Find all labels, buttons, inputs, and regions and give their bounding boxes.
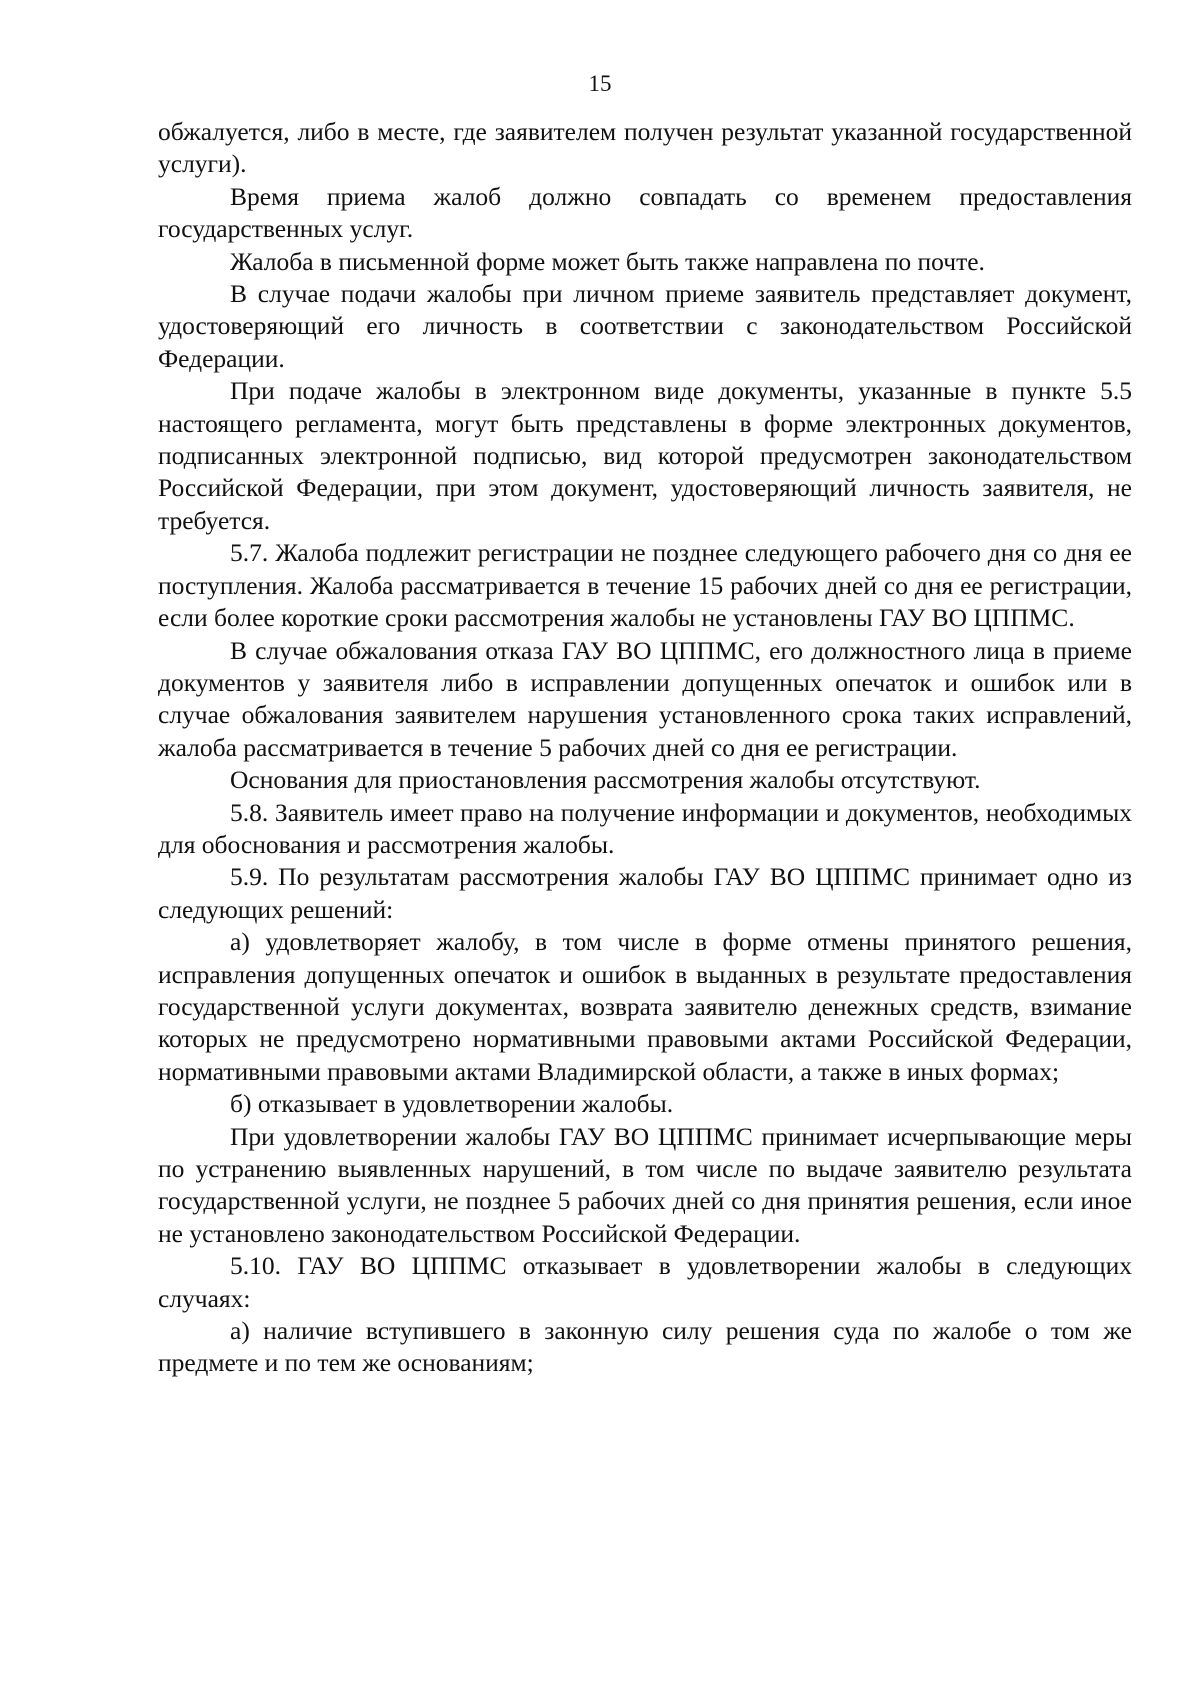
paragraph: В случае подачи жалобы при личном приеме заявитель представляет документ, удостоверяющий его личность в соответствии с законодательством Российской Федерации.: [158, 279, 1132, 373]
paragraph: 5.10. ГАУ ВО ЦППМС отказывает в удовлетворении жалобы в следующих случаях:: [158, 1251, 1132, 1313]
page-number: 15: [588, 71, 612, 96]
paragraph: 5.7. Жалоба подлежит регистрации не позднее следующего рабочего дня со дня ее поступления. Жалоба рассматривается в течение 15 рабочих дней со дня ее регистрации, если более короткие сроки рассмотрения жалобы не установлены ГАУ ВО ЦППМС.: [158, 538, 1132, 633]
paragraph: а) наличие вступившего в законную силу решения суда по жалобе о том же предмете и по тем же основаниям;: [158, 1316, 1132, 1378]
paragraph: 5.9. По результатам рассмотрения жалобы ГАУ ВО ЦППМС принимает одно из следующих решений:: [158, 862, 1132, 924]
paragraph: 5.8. Заявитель имеет право на получение информации и документов, необходимых для обоснования и рассмотрения жалобы.: [158, 797, 1132, 859]
paragraph: В случае обжалования отказа ГАУ ВО ЦППМС, его должностного лица в приеме документов у заявителя либо в исправлении допущенных опечаток и ошибок или в случае обжалования заявителем нарушения установленного срока таких исправлений, жалоба рассматривается в течение 5 рабочих дней со дня ее регистрации.: [158, 635, 1132, 762]
paragraph: б) отказывает в удовлетворении жалобы.: [230, 1089, 674, 1119]
paragraph: обжалуется, либо в месте, где заявителем получен результат указанной государственной услуги).: [158, 117, 1132, 179]
paragraph: При подаче жалобы в электронном виде документы, указанные в пункте 5.5 настоящего регламента, могут быть представлены в форме электронных документов, подписанных электронной подписью, вид которой предусмотрен законодательством Российской Федерации, при этом документ, удостоверяющий личность заявителя, не требуется.: [158, 376, 1132, 535]
paragraph: Основания для приостановления рассмотрения жалобы отсутствуют.: [230, 765, 981, 795]
paragraph: а) удовлетворяет жалобу, в том числе в форме отмены принятого решения, исправления допущенных опечаток и ошибок в выданных в результате предоставления государственной услуги документах, возврата заявителю денежных средств, взимание которых не предусмотрено нормативными правовыми актами Российской Федерации, нормативными правовыми актами Владимирской области, а также в иных формах;: [158, 927, 1132, 1086]
paragraph: Жалоба в письменной форме может быть также направлена по почте.: [230, 246, 985, 276]
document-body: [158, 116, 1132, 1380]
paragraph: Время приема жалоб должно совпадать со временем предоставления государственных услуг.: [158, 181, 1132, 244]
paragraph: При удовлетворении жалобы ГАУ ВО ЦППМС принимает исчерпывающие меры по устранению выявленных нарушений, в том числе по выдаче заявителю результата государственной услуги, не позднее 5 рабочих дней со дня принятия решения, если иное не установлено законодательством Российской Федерации.: [158, 1121, 1132, 1248]
